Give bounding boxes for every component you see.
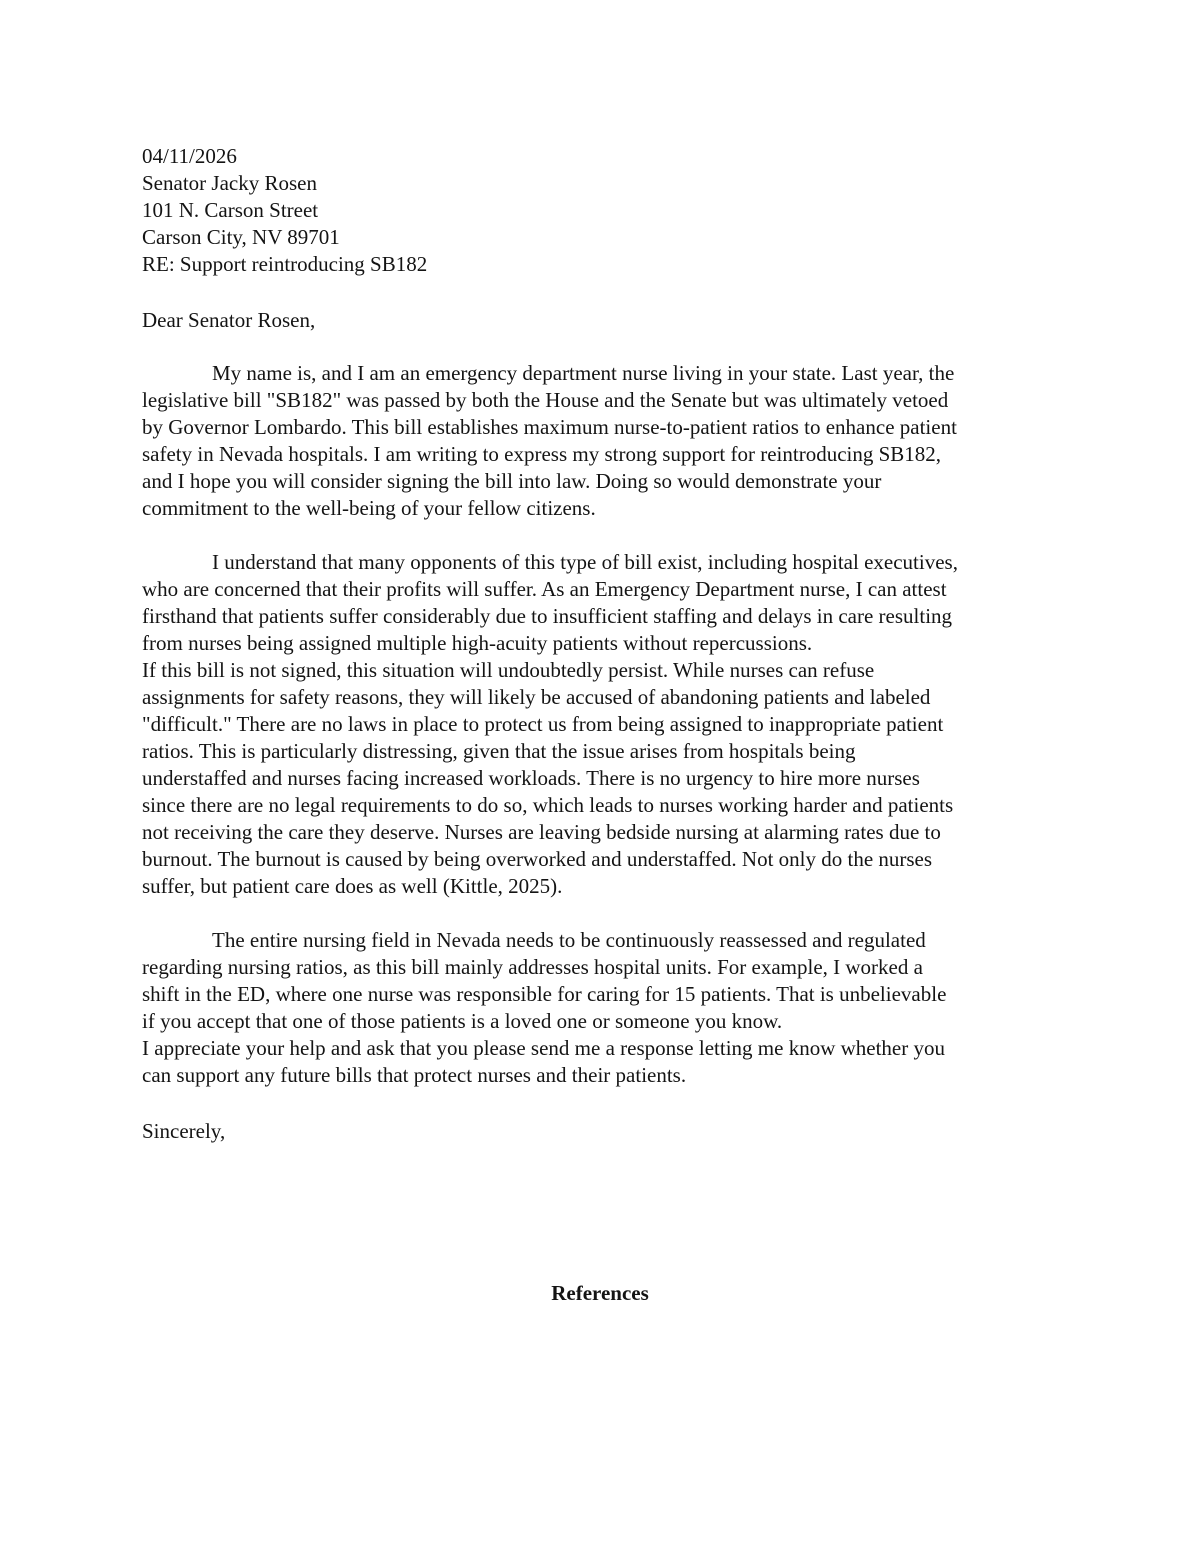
paragraph2-line: assignments for safety reasons, they will likely be accused of abandoning patients and labeled (142, 685, 931, 709)
paragraph1-line: and I hope you will consider signing the bill into law. Doing so would demonstrate your (142, 469, 882, 493)
recipient-address-line2: Carson City, NV 89701 (142, 225, 340, 249)
subject-line: RE: Support reintroducing SB182 (142, 252, 428, 276)
paragraph2-line: since there are no legal requirements to do so, which leads to nurses working harder and patients (142, 793, 954, 817)
paragraph2-line: from nurses being assigned multiple high-acuity patients without repercussions. (142, 631, 813, 655)
paragraph1-line: legislative bill "SB182" was passed by both the House and the Senate but was ultimately vetoed (142, 388, 949, 412)
paragraph2-line: burnout. The burnout is caused by being overworked and understaffed. Not only do the nurses (142, 847, 933, 871)
paragraph3-line: regarding nursing ratios, as this bill mainly addresses hospital units. For example, I worked a (142, 955, 923, 979)
paragraph2-line: firsthand that patients suffer considerably due to insufficient staffing and delays in care resulting (142, 604, 953, 628)
recipient-name: Senator Jacky Rosen (142, 171, 317, 195)
references-heading: References (551, 1281, 649, 1305)
paragraph3-line: I appreciate your help and ask that you please send me a response letting me know whether you (142, 1036, 945, 1060)
paragraph1-line: My name is, and I am an emergency department nurse living in your state. Last year, the (212, 361, 955, 385)
paragraph2-line: who are concerned that their profits will suffer. As an Emergency Department nurse, I can attest (142, 577, 947, 601)
paragraph1-line: safety in Nevada hospitals. I am writing to express my strong support for reintroducing SB182, (142, 442, 942, 466)
paragraph1-line: by Governor Lombardo. This bill establishes maximum nurse-to-patient ratios to enhance patient (142, 415, 957, 439)
paragraph1-line: commitment to the well-being of your fellow citizens. (142, 496, 596, 520)
paragraph3-line: can support any future bills that protect nurses and their patients. (142, 1063, 687, 1087)
paragraph3-line: shift in the ED, where one nurse was responsible for caring for 15 patients. That is unbelievable (142, 982, 947, 1006)
paragraph2-line: ratios. This is particularly distressing, given that the issue arises from hospitals being (142, 739, 856, 763)
paragraph2-line: suffer, but patient care does as well (Kittle, 2025). (142, 874, 563, 898)
letter-date: 04/11/2026 (142, 144, 237, 168)
salutation: Dear Senator Rosen, (142, 308, 316, 332)
paragraph3-line: The entire nursing field in Nevada needs to be continuously reassessed and regulated (212, 928, 926, 952)
paragraph2-line: not receiving the care they deserve. Nurses are leaving bedside nursing at alarming rates due to (142, 820, 941, 844)
paragraph2-line: If this bill is not signed, this situation will undoubtedly persist. While nurses can refuse (142, 658, 875, 682)
paragraph2-line: "difficult." There are no laws in place to protect us from being assigned to inappropriate patient (142, 712, 944, 736)
paragraph2-line: understaffed and nurses facing increased workloads. There is no urgency to hire more nurses (142, 766, 920, 790)
paragraph3-line: if you accept that one of those patients is a loved one or someone you know. (142, 1009, 783, 1033)
recipient-address-line1: 101 N. Carson Street (142, 198, 319, 222)
paragraph2-line: I understand that many opponents of this type of bill exist, including hospital executives, (212, 550, 958, 574)
closing: Sincerely, (142, 1119, 226, 1143)
